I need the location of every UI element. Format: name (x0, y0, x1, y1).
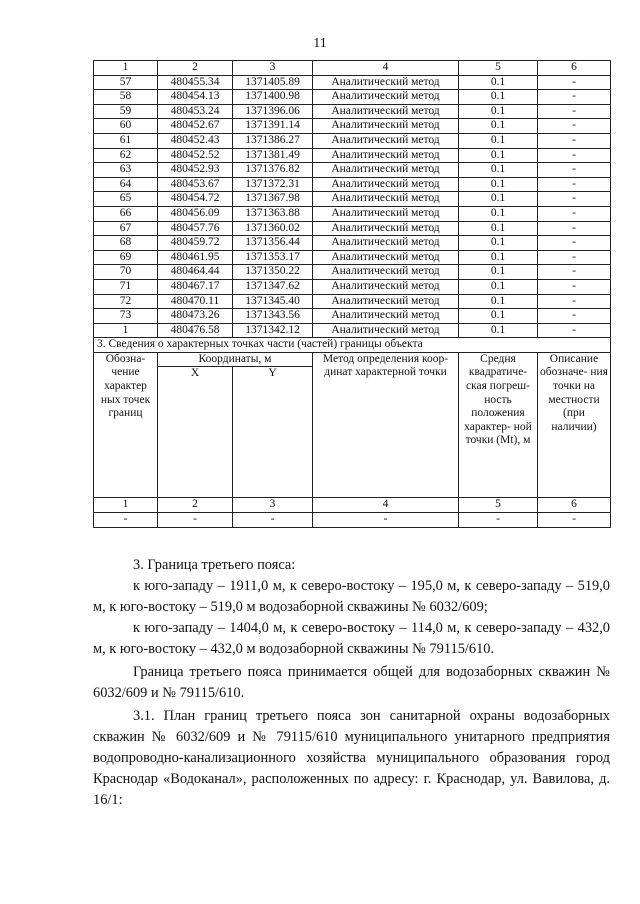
cell-x: 480452.43 (158, 133, 233, 148)
cell-y: 1371376.82 (233, 163, 313, 178)
cell-x: 480454.72 (158, 192, 233, 207)
cell-desc: - (538, 90, 611, 105)
cell-n: 70 (94, 265, 158, 280)
cell-n: 58 (94, 90, 158, 105)
cell-mt: 0.1 (459, 148, 538, 163)
cell-n: 71 (94, 279, 158, 294)
cell-y: 1371345.40 (233, 294, 313, 309)
cell-y: 1371343.56 (233, 309, 313, 324)
cell-x: 480461.95 (158, 250, 233, 265)
table-row (94, 221, 611, 236)
table-row (94, 148, 611, 163)
cell-x: 480453.67 (158, 177, 233, 192)
cell-mt: 0.1 (459, 309, 538, 324)
cell-method: Аналитический метод (313, 104, 459, 119)
cell-y: 1371405.89 (233, 75, 313, 90)
table-row (94, 294, 611, 309)
paragraph-5: 3.1. План границ третьего пояса зон санитарной охраны водозаборных скважин № 6032/609 и № 79115/610 муниципального унитарного предприятия водопроводно-канализационного хозяйства муниципального образования город Краснодар «Водоканал», расположенных по адресу: г. Краснодар, ул. Вавилова, д. 16/1: (93, 708, 610, 808)
cell-x: 480467.17 (158, 279, 233, 294)
cell-method: Аналитический метод (313, 148, 459, 163)
cell-x: 480457.76 (158, 221, 233, 236)
bottom-number-6: 6 (538, 498, 611, 513)
header-coordinates: Координаты, м (158, 352, 313, 367)
table-row (94, 177, 611, 192)
table-row (94, 90, 611, 105)
cell-desc: - (538, 294, 611, 309)
cell-x: 480455.34 (158, 75, 233, 90)
cell-mt: 0.1 (459, 279, 538, 294)
bottom-number-5: 5 (459, 498, 538, 513)
cell-y: 1371400.98 (233, 90, 313, 105)
cell-n: 72 (94, 294, 158, 309)
colnum-5: 5 (459, 61, 538, 76)
header-designation: Обозна- чение характер ных точек границ (94, 352, 158, 498)
cell-method: Аналитический метод (313, 265, 459, 280)
cell-desc: - (538, 119, 611, 134)
cell-method: Аналитический метод (313, 133, 459, 148)
header-desc: Описание обозначе- ния точки на местности (при наличии) (538, 352, 611, 498)
bottom-dash-1: - (94, 513, 158, 528)
cell-n: 57 (94, 75, 158, 90)
cell-mt: 0.1 (459, 192, 538, 207)
cell-desc: - (538, 309, 611, 324)
table-row (94, 119, 611, 134)
bottom-dash-6: - (538, 513, 611, 528)
paragraph-4: Граница третьего пояса принимается общей для водозаборных скважин № 6032/609 и № 79115/610. (93, 664, 610, 701)
section-title: 3. Сведения о характерных точках части (частей) границы объекта (94, 338, 611, 353)
cell-method: Аналитический метод (313, 250, 459, 265)
cell-n: 61 (94, 133, 158, 148)
cell-y: 1371391.14 (233, 119, 313, 134)
cell-n: 67 (94, 221, 158, 236)
cell-mt: 0.1 (459, 206, 538, 221)
cell-method: Аналитический метод (313, 323, 459, 338)
cell-mt: 0.1 (459, 133, 538, 148)
cell-desc: - (538, 206, 611, 221)
cell-x: 480456.09 (158, 206, 233, 221)
header-row (94, 352, 611, 367)
cell-y: 1371367.98 (233, 192, 313, 207)
cell-y: 1371386.27 (233, 133, 313, 148)
cell-x: 480476.58 (158, 323, 233, 338)
bottom-number-4: 4 (313, 498, 459, 513)
colnum-2: 2 (158, 61, 233, 76)
body-text (93, 555, 610, 811)
bottom-dash-row (94, 513, 611, 528)
colnum-6: 6 (538, 61, 611, 76)
cell-desc: - (538, 104, 611, 119)
cell-n: 63 (94, 163, 158, 178)
cell-desc: - (538, 75, 611, 90)
table-row (94, 206, 611, 221)
cell-desc: - (538, 133, 611, 148)
cell-mt: 0.1 (459, 236, 538, 251)
paragraph-1: 3. Граница третьего пояса: (133, 557, 296, 573)
table-row (94, 236, 611, 251)
cell-mt: 0.1 (459, 163, 538, 178)
cell-n: 65 (94, 192, 158, 207)
cell-y: 1371350.22 (233, 265, 313, 280)
coordinates-table (93, 60, 611, 528)
bottom-number-1: 1 (94, 498, 158, 513)
cell-n: 66 (94, 206, 158, 221)
cell-x: 480473.26 (158, 309, 233, 324)
cell-method: Аналитический метод (313, 177, 459, 192)
cell-mt: 0.1 (459, 323, 538, 338)
table-row (94, 75, 611, 90)
cell-desc: - (538, 148, 611, 163)
cell-desc: - (538, 279, 611, 294)
cell-n: 1 (94, 323, 158, 338)
cell-desc: - (538, 323, 611, 338)
cell-x: 480452.67 (158, 119, 233, 134)
table-row (94, 309, 611, 324)
cell-mt: 0.1 (459, 75, 538, 90)
bottom-dash-4: - (313, 513, 459, 528)
cell-mt: 0.1 (459, 265, 538, 280)
page-number: 11 (313, 36, 327, 51)
bottom-number-row (94, 498, 611, 513)
cell-mt: 0.1 (459, 177, 538, 192)
cell-method: Аналитический метод (313, 163, 459, 178)
cell-y: 1371353.17 (233, 250, 313, 265)
cell-desc: - (538, 236, 611, 251)
table-row (94, 192, 611, 207)
cell-method: Аналитический метод (313, 309, 459, 324)
cell-method: Аналитический метод (313, 192, 459, 207)
table-row (94, 265, 611, 280)
cell-x: 480452.93 (158, 163, 233, 178)
colnum-3: 3 (233, 61, 313, 76)
cell-mt: 0.1 (459, 221, 538, 236)
cell-y: 1371356.44 (233, 236, 313, 251)
cell-n: 64 (94, 177, 158, 192)
table-row (94, 323, 611, 338)
colnum-4: 4 (313, 61, 459, 76)
header-y: Y (233, 367, 313, 498)
cell-desc: - (538, 177, 611, 192)
cell-y: 1371360.02 (233, 221, 313, 236)
cell-x: 480459.72 (158, 236, 233, 251)
cell-method: Аналитический метод (313, 294, 459, 309)
bottom-number-3: 3 (233, 498, 313, 513)
cell-y: 1371381.49 (233, 148, 313, 163)
cell-y: 1371347.62 (233, 279, 313, 294)
cell-y: 1371372.31 (233, 177, 313, 192)
cell-n: 59 (94, 104, 158, 119)
cell-method: Аналитический метод (313, 236, 459, 251)
cell-x: 480470.11 (158, 294, 233, 309)
paragraph-2: к юго-западу – 1911,0 м, к северо-востоку – 195,0 м, к северо-западу – 519,0 м, к юго-востоку – 519,0 м водозаборной скважины № 6032/609; (93, 578, 610, 615)
table-row (94, 163, 611, 178)
header-x: X (158, 367, 233, 498)
cell-n: 60 (94, 119, 158, 134)
cell-method: Аналитический метод (313, 75, 459, 90)
cell-desc: - (538, 221, 611, 236)
bottom-number-2: 2 (158, 498, 233, 513)
table-row (94, 279, 611, 294)
cell-desc: - (538, 163, 611, 178)
bottom-dash-2: - (158, 513, 233, 528)
cell-mt: 0.1 (459, 250, 538, 265)
cell-x: 480453.24 (158, 104, 233, 119)
cell-x: 480454.13 (158, 90, 233, 105)
cell-n: 62 (94, 148, 158, 163)
cell-desc: - (538, 192, 611, 207)
colnum-1: 1 (94, 61, 158, 76)
cell-method: Аналитический метод (313, 90, 459, 105)
cell-n: 68 (94, 236, 158, 251)
section-title-row (94, 338, 611, 353)
cell-x: 480464.44 (158, 265, 233, 280)
cell-mt: 0.1 (459, 294, 538, 309)
cell-n: 69 (94, 250, 158, 265)
bottom-dash-3: - (233, 513, 313, 528)
cell-desc: - (538, 250, 611, 265)
cell-mt: 0.1 (459, 104, 538, 119)
cell-x: 480452.52 (158, 148, 233, 163)
cell-desc: - (538, 265, 611, 280)
cell-method: Аналитический метод (313, 119, 459, 134)
table-row (94, 133, 611, 148)
cell-method: Аналитический метод (313, 206, 459, 221)
table-row (94, 104, 611, 119)
paragraph-3: к юго-западу – 1404,0 м, к северо-востоку – 114,0 м, к северо-западу – 432,0 м, к юго-востоку – 432,0 м водозаборной скважины № 79115/610. (93, 620, 610, 657)
cell-mt: 0.1 (459, 90, 538, 105)
cell-n: 73 (94, 309, 158, 324)
cell-y: 1371342.12 (233, 323, 313, 338)
cell-y: 1371396.06 (233, 104, 313, 119)
table-row (94, 250, 611, 265)
header-method: Метод определения коор- динат характерной точки (313, 352, 459, 498)
column-number-row (94, 61, 611, 76)
cell-method: Аналитический метод (313, 279, 459, 294)
bottom-dash-5: - (459, 513, 538, 528)
cell-method: Аналитический метод (313, 221, 459, 236)
cell-y: 1371363.88 (233, 206, 313, 221)
header-mt: Средня квадратиче- ская погреш- ность положения характер- ной точки (Mt), м (459, 352, 538, 498)
cell-mt: 0.1 (459, 119, 538, 134)
